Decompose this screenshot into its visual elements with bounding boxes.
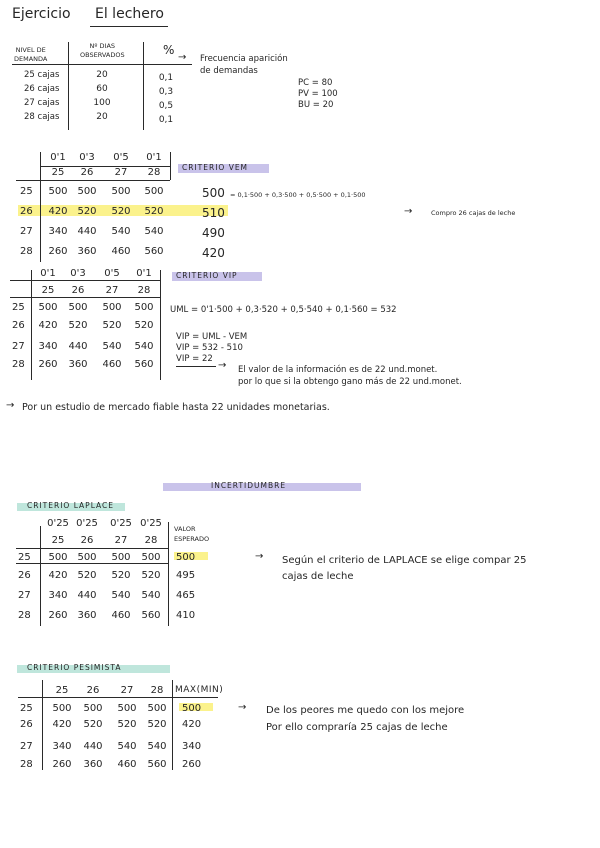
table-line — [172, 680, 173, 770]
table-cell: 440 — [77, 590, 97, 601]
demand-vline-1 — [68, 42, 69, 130]
demand-days: 100 — [93, 98, 111, 108]
laplace-label: CRITERIO LAPLACE — [27, 501, 115, 510]
table-cell: 520 — [141, 570, 161, 581]
table-cell: 520 — [134, 320, 154, 331]
table-line — [160, 270, 161, 380]
table-cell: 540 — [141, 590, 161, 601]
table-line — [40, 526, 41, 626]
table-line — [10, 297, 160, 298]
demand-hline — [12, 64, 192, 65]
table-cell: 500 — [111, 186, 131, 197]
arrow-icon: → — [178, 52, 187, 63]
column-header: 28 — [147, 167, 161, 178]
uml-formula: UML = 0'1·500 + 0,3·520 + 0,5·540 + 0,1·560 = 532 — [170, 305, 397, 315]
title-underline — [90, 26, 168, 27]
arrow-icon: → — [218, 360, 227, 371]
table-cell: 560 — [134, 359, 154, 370]
table-cell: 420 — [38, 320, 58, 331]
column-header: 28 — [137, 285, 151, 296]
table-cell: 340 — [38, 341, 58, 352]
table-cell: 440 — [68, 341, 88, 352]
table-line — [42, 680, 43, 770]
table-cell: 460 — [102, 359, 122, 370]
result-value: 500 — [176, 552, 196, 563]
table-cell: 500 — [111, 552, 131, 563]
row-header: 28 — [18, 610, 31, 621]
column-header: 28 — [144, 535, 158, 546]
table-cell: 540 — [144, 226, 164, 237]
incert-heading: INCERTIDUMBRE — [211, 481, 287, 490]
table-cell: 520 — [111, 206, 131, 217]
vem-formula: = 0,1·500 + 0,3·500 + 0,5·500 + 0,1·500 — [230, 191, 366, 199]
demand-level: 28 cajas — [24, 112, 60, 122]
column-header: 25 — [55, 685, 69, 696]
demand-level: 25 cajas — [24, 70, 60, 80]
table-cell: 360 — [77, 610, 97, 621]
page-title: Ejercicio — [12, 6, 71, 22]
table-cell: 520 — [144, 206, 164, 217]
result-value: 510 — [202, 206, 225, 220]
column-header: 27 — [120, 685, 134, 696]
table-cell: 420 — [48, 206, 68, 217]
row-header: 28 — [20, 246, 33, 257]
row-header: 27 — [20, 226, 33, 237]
table-cell: 560 — [147, 759, 167, 770]
freq-note: Frecuencia aparición de demandas — [200, 54, 288, 76]
column-header: 26 — [86, 685, 100, 696]
table-cell: 500 — [83, 703, 103, 714]
table-cell: 360 — [68, 359, 88, 370]
table-cell: 520 — [147, 719, 167, 730]
table-cell: 500 — [141, 552, 161, 563]
table-cell: 460 — [111, 246, 131, 257]
result-value: 465 — [176, 590, 196, 601]
column-header: 27 — [114, 535, 128, 546]
column-header: 25 — [41, 285, 55, 296]
demand-pct: 0,5 — [158, 101, 174, 111]
table-cell: 500 — [117, 703, 137, 714]
row-header: 25 — [20, 703, 33, 714]
table-cell: 500 — [147, 703, 167, 714]
prob-label: 0'5 — [104, 268, 120, 279]
row-header: 26 — [20, 206, 33, 217]
column-header: 26 — [71, 285, 85, 296]
vip-underline — [176, 366, 216, 367]
table-cell: 500 — [52, 703, 72, 714]
row-header: 27 — [12, 341, 25, 352]
demand-pct: 0,1 — [158, 115, 174, 125]
vip-label: CRITERIO VIP — [176, 271, 238, 280]
study-note: Por un estudio de mercado fiable hasta 22 unidades monetarias. — [22, 402, 330, 413]
table-cell: 560 — [144, 246, 164, 257]
column-header: 27 — [105, 285, 119, 296]
table-cell: 460 — [111, 610, 131, 621]
header-nivel: NIVEL DE DEMANDA — [14, 46, 48, 63]
table-cell: 340 — [52, 741, 72, 752]
vip-note: El valor de la información es de 22 und.monet. por lo que si la obtengo gano más de 22 und.monet. — [238, 365, 462, 387]
exercise-name: El lechero — [95, 6, 164, 22]
laplace-value-header: VALOR ESPERADO — [174, 525, 210, 543]
table-cell: 500 — [68, 302, 88, 313]
table-cell: 260 — [48, 246, 68, 257]
column-header: 25 — [51, 535, 65, 546]
row-header: 28 — [12, 359, 25, 370]
result-value: 500 — [182, 703, 202, 714]
table-line — [40, 152, 41, 262]
table-cell: 500 — [77, 186, 97, 197]
arrow-icon: → — [255, 551, 264, 562]
demand-days: 60 — [96, 84, 108, 94]
table-line — [170, 152, 171, 180]
result-value: 410 — [176, 610, 196, 621]
vip-calc: VIP = UML - VEM VIP = 532 - 510 VIP = 22 — [176, 332, 248, 364]
result-value: 495 — [176, 570, 196, 581]
arrow-icon: → — [6, 400, 15, 411]
result-value: 420 — [202, 246, 225, 260]
row-header: 26 — [12, 320, 25, 331]
table-cell: 500 — [38, 302, 58, 313]
demand-days: 20 — [96, 112, 108, 122]
table-cell: 420 — [52, 719, 72, 730]
table-line — [18, 697, 218, 698]
column-header: 25 — [51, 167, 65, 178]
row-header: 25 — [18, 552, 31, 563]
prob-label: 0'1 — [146, 152, 162, 163]
result-value: 340 — [182, 741, 202, 752]
table-cell: 520 — [77, 206, 97, 217]
table-line — [16, 563, 168, 564]
table-cell: 500 — [48, 552, 68, 563]
prob-label: 0'25 — [47, 518, 69, 529]
row-header: 27 — [20, 741, 33, 752]
row-header: 27 — [18, 590, 31, 601]
demand-days: 20 — [96, 70, 108, 80]
table-cell: 540 — [102, 341, 122, 352]
prob-label: 0'3 — [79, 152, 95, 163]
result-value: 260 — [182, 759, 202, 770]
prob-label: 0'25 — [76, 518, 98, 529]
table-cell: 520 — [117, 719, 137, 730]
table-cell: 500 — [77, 552, 97, 563]
table-cell: 540 — [147, 741, 167, 752]
demand-level: 27 cajas — [24, 98, 60, 108]
table-cell: 540 — [111, 226, 131, 237]
table-cell: 520 — [102, 320, 122, 331]
table-line — [16, 548, 168, 549]
row-header: 26 — [18, 570, 31, 581]
table-cell: 460 — [117, 759, 137, 770]
demand-pct: 0,3 — [158, 87, 174, 97]
table-cell: 520 — [68, 320, 88, 331]
table-cell: 560 — [141, 610, 161, 621]
prob-label: 0'25 — [110, 518, 132, 529]
table-cell: 500 — [102, 302, 122, 313]
header-dias: Nº DIAS OBSERVADOS — [80, 42, 125, 59]
result-value: 500 — [202, 186, 225, 200]
prob-label: 0'1 — [50, 152, 66, 163]
prob-label: 0'25 — [140, 518, 162, 529]
table-cell: 440 — [83, 741, 103, 752]
vem-note: Compro 26 cajas de leche — [431, 209, 516, 217]
table-cell: 500 — [134, 302, 154, 313]
table-line — [10, 280, 160, 281]
prob-label: 0'5 — [113, 152, 129, 163]
table-cell: 520 — [77, 570, 97, 581]
demand-level: 26 cajas — [24, 84, 60, 94]
laplace-note: Según el criterio de LAPLACE se elige compar 25 cajas de leche — [282, 555, 527, 582]
params: PC = 80 PV = 100 BU = 20 — [298, 78, 338, 110]
table-cell: 500 — [144, 186, 164, 197]
prob-label: 0'1 — [136, 268, 152, 279]
table-line — [168, 522, 169, 626]
arrow-icon: → — [238, 702, 247, 713]
result-value: 420 — [182, 719, 202, 730]
row-header: 26 — [20, 719, 33, 730]
table-cell: 260 — [48, 610, 68, 621]
pesim-note: De los peores me quedo con los mejore Por ello compraría 25 cajas de leche — [266, 705, 465, 733]
row-header: 28 — [20, 759, 33, 770]
row-header: 25 — [12, 302, 25, 313]
table-cell: 360 — [77, 246, 97, 257]
table-cell: 540 — [134, 341, 154, 352]
arrow-icon: → — [404, 206, 413, 217]
table-cell: 360 — [83, 759, 103, 770]
row-header: 25 — [20, 186, 33, 197]
result-value: 490 — [202, 226, 225, 240]
pesim-label: CRITERIO PESIMISTA — [27, 663, 122, 672]
column-header: 28 — [150, 685, 164, 696]
table-cell: 500 — [48, 186, 68, 197]
table-cell: 540 — [117, 741, 137, 752]
table-cell: 520 — [111, 570, 131, 581]
header-pct: % — [163, 43, 175, 57]
table-cell: 520 — [83, 719, 103, 730]
table-cell: 260 — [52, 759, 72, 770]
column-header: 27 — [114, 167, 128, 178]
pesim-maxmin-header: MAX(MIN) — [175, 685, 224, 695]
prob-label: 0'1 — [40, 268, 56, 279]
table-cell: 440 — [77, 226, 97, 237]
table-line — [31, 270, 32, 380]
table-cell: 340 — [48, 226, 68, 237]
column-header: 26 — [80, 167, 94, 178]
column-header: 26 — [80, 535, 94, 546]
table-line — [40, 166, 170, 167]
table-cell: 420 — [48, 570, 68, 581]
demand-vline-2 — [143, 42, 144, 130]
vem-label: CRITERIO VEM — [182, 163, 249, 172]
demand-pct: 0,1 — [158, 73, 174, 83]
table-cell: 340 — [48, 590, 68, 601]
table-cell: 260 — [38, 359, 58, 370]
table-cell: 540 — [111, 590, 131, 601]
prob-label: 0'3 — [70, 268, 86, 279]
